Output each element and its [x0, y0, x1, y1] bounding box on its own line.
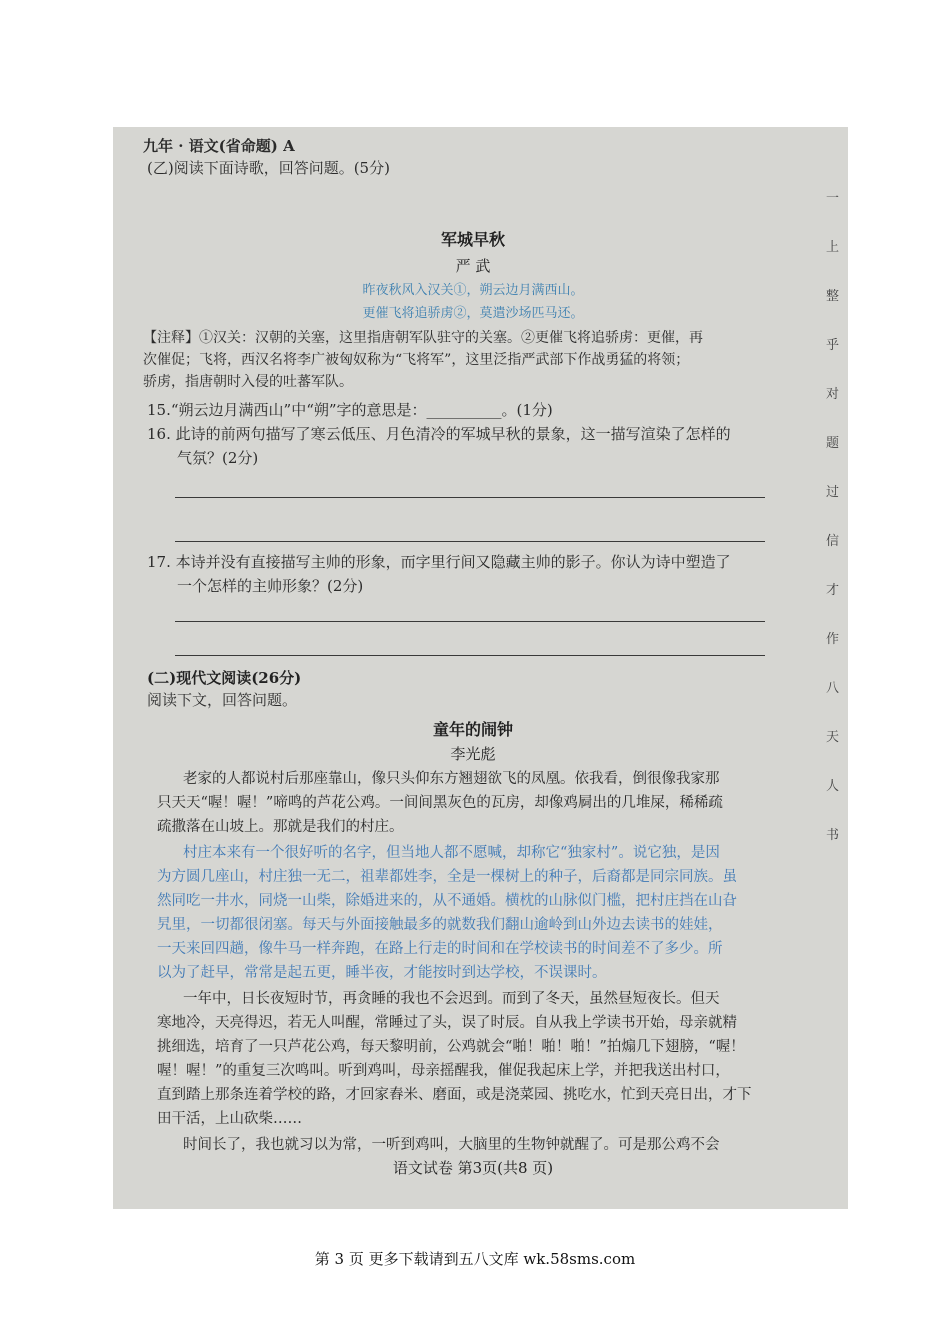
note-line-1: 【注释】①汉关：汉朝的关塞，这里指唐朝军队驻守的关塞。②更催飞将追骄虏：更催，再 [143, 330, 703, 346]
exam-page-number: 语文试卷 第3页(共8 页) [392, 1159, 554, 1177]
side-char: 对 [826, 387, 840, 402]
paragraph-3-line-4: 喔！喔！”的重复三次鸣叫。听到鸡叫，母亲摇醒我，催促我起床上学，并把我送出村口， [157, 1063, 730, 1079]
side-char: 上 [826, 240, 840, 255]
question-16-line-1: 16. 此诗的前两句描写了寒云低压、月色清冷的军城早秋的景象，这一描写渲染了怎样的 [147, 425, 731, 443]
paragraph-1-line-1: 老家的人都说村后那座靠山，像只头仰东方翘翅欲飞的凤凰。依我看，倒很像我家那 [183, 771, 720, 787]
side-char: 作 [826, 632, 840, 647]
paragraph-4-line-1: 时间长了，我也就习以为常，一听到鸡叫，大脑里的生物钟就醒了。可是那公鸡不会 [183, 1137, 720, 1153]
question-17-line-1: 17. 本诗并没有直接描写主帅的形象，而字里行间又隐藏主帅的影子。你认为诗中塑造了 [147, 553, 731, 571]
question-17-line-2: 一个怎样的主帅形象？(2分) [177, 577, 364, 595]
exam-header: 九年 · 语文(省命题) A [143, 137, 295, 155]
paragraph-2-line-2: 为方圆几座山，村庄独一无二，祖辈都姓李，全是一棵树上的种子，后裔都是同宗同族。虽 [157, 869, 737, 885]
paragraph-3-line-2: 寒地冷，天亮得迟，若无人叫醒，常睡过了头，误了时辰。自从我上学读书开始，母亲就精 [157, 1015, 737, 1031]
section-two-instruction: 阅读下文，回答问题。 [147, 691, 298, 709]
section-two-title: (二)现代文阅读(26分) [147, 669, 302, 687]
scanned-exam-photo [113, 127, 848, 1209]
question-16-line-2: 气氛？(2分) [177, 449, 259, 467]
paragraph-1-line-2: 只天天“喔！喔！”啼鸣的芦花公鸡。一间间黑灰色的瓦房，却像鸡屙出的几堆屎，稀稀疏 [157, 795, 723, 811]
download-footer: 第 3 页 更多下载请到五八文库 wk.58sms.com [314, 1250, 636, 1268]
poem-line-2: 更催飞将追骄虏②，莫遣沙场匹马还。 [362, 306, 584, 321]
paragraph-2-line-3: 然同吃一井水，同烧一山柴，除婚进来的，从不通婚。横枕的山脉似门槛，把村庄挡在山旮 [157, 893, 737, 909]
side-char: 八 [826, 681, 840, 696]
paragraph-1-line-3: 疏撒落在山坡上。那就是我们的村庄。 [157, 819, 404, 835]
paragraph-2-line-1: 村庄本来有一个很好听的名字，但当地人都不愿喊，却称它“独家村”。说它独，是因 [183, 845, 720, 861]
note-line-2: 次催促；飞将，西汉名将李广被匈奴称为“飞将军”，这里泛指严武部下作战勇猛的将领； [143, 352, 690, 368]
question-15: 15.“朔云边月满西山”中“朔”字的意思是：__________。(1分) [147, 401, 553, 419]
side-char: 书 [826, 828, 840, 843]
side-char: 人 [826, 779, 840, 794]
side-char: 才 [826, 583, 840, 598]
poem-line-1: 昨夜秋风入汉关①，朔云边月满西山。 [362, 283, 584, 298]
poem-author: 严 武 [455, 257, 491, 275]
side-char: 天 [826, 730, 840, 745]
poem-title: 军城早秋 [440, 230, 505, 249]
side-char: 整 [826, 289, 840, 304]
answer-line-16b [175, 541, 765, 542]
paragraph-3-line-5: 直到踏上那条连着学校的路，才回家舂米、磨面，或是浇菜园、挑吃水，忙到天亮日出，才下 [157, 1087, 752, 1103]
side-char: 一 [826, 191, 840, 206]
answer-line-16a [175, 497, 765, 498]
side-char: 题 [826, 436, 840, 451]
answer-line-17a [175, 621, 765, 622]
paragraph-3-line-6: 田干活，上山砍柴…… [157, 1111, 302, 1127]
paragraph-2-line-5: 一天来回四趟，像牛马一样奔跑，在路上行走的时间和在学校读书的时间差不了多少。所 [157, 941, 723, 957]
paragraph-3-line-1: 一年中，日长夜短时节，再贪睡的我也不会迟到。而到了冬天，虽然昼短夜长。但天 [183, 991, 720, 1007]
note-line-3: 骄虏，指唐朝时入侵的吐蕃军队。 [143, 374, 353, 390]
adjacent-page-edge [826, 187, 848, 1187]
answer-line-17b [175, 655, 765, 656]
article-author: 李光彪 [450, 745, 496, 763]
side-char: 乎 [826, 338, 840, 353]
article-title: 童年的闹钟 [432, 720, 513, 739]
paragraph-2-line-4: 旯里，一切都很闭塞。每天与外面接触最多的就数我们翻山逾岭到山外边去读书的娃娃， [157, 917, 723, 933]
paragraph-3-line-3: 挑细选，培育了一只芦花公鸡，每天黎明前，公鸡就会“啪！啪！啪！”拍煽几下翅膀，“喔！ [157, 1039, 745, 1055]
section-yi-title: (乙)阅读下面诗歌，回答问题。(5分) [147, 159, 390, 177]
paragraph-2-line-6: 以为了赶早，常常是起五更，睡半夜，才能按时到达学校，不误课时。 [157, 965, 607, 981]
side-char: 信 [826, 534, 840, 549]
side-char: 过 [826, 485, 840, 500]
